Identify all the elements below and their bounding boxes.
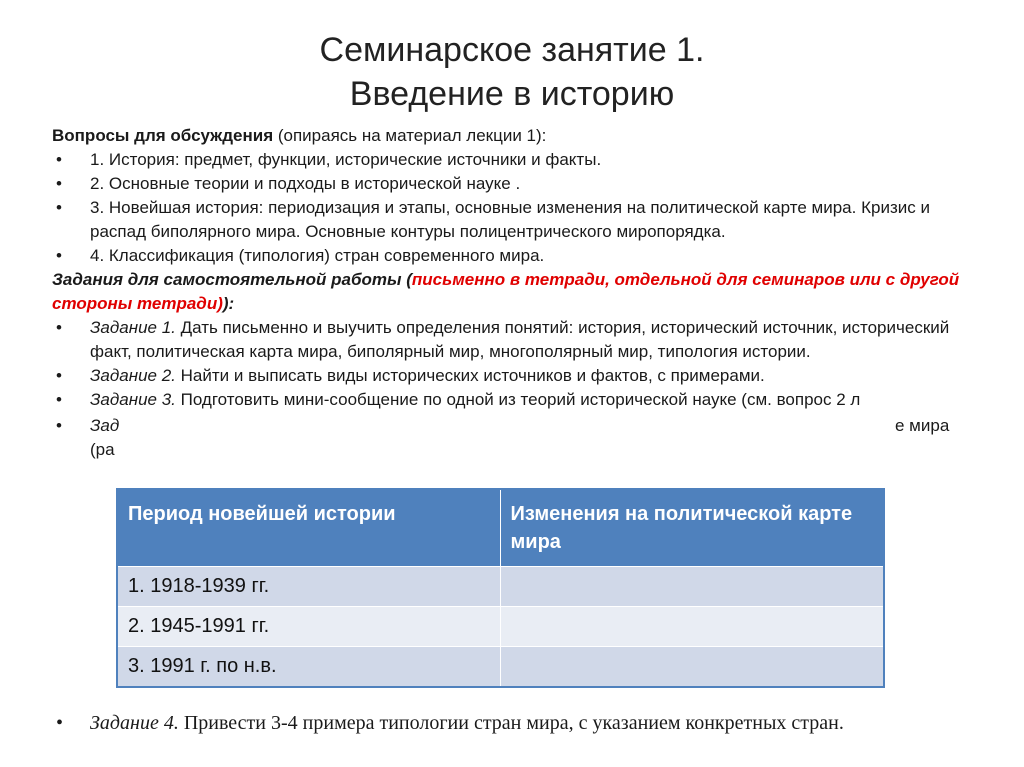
table-row (117, 607, 884, 647)
task-item-partial (52, 414, 982, 438)
task-label: Задание 2. (90, 366, 176, 385)
tasks-heading-end: ): (222, 294, 235, 313)
task-item-1 (52, 316, 982, 364)
task-text-right: е мира (895, 416, 950, 435)
title-line-1: Семинарское занятие 1. (319, 31, 705, 69)
task-text: Привести 3-4 примера типологии стран мира, с указанием конкретных стран. (178, 712, 844, 734)
task-label: Задание 1. (90, 318, 176, 337)
bullet-icon: • (56, 198, 62, 217)
title-line-2: Введение в историю (349, 75, 675, 113)
bullet-icon: • (56, 174, 62, 193)
history-periods-table (116, 488, 885, 688)
table-row (117, 567, 884, 607)
tasks-heading-red: письменно в тетради, отдельной для семинаров или с другой стороны тетради) (52, 270, 960, 313)
questions-heading-bold: Вопросы для обсуждения (52, 126, 274, 145)
task-label: Зад (90, 416, 120, 435)
table-header-period: Период новейшей истории (117, 489, 500, 567)
questions-heading (52, 124, 982, 148)
tasks-heading (52, 268, 982, 316)
table-cell-changes[interactable] (500, 607, 884, 647)
question-text-cont: Кризис и распад биполярного мира. Основные контуры полицентрического миропорядка. (90, 198, 930, 241)
bullet-icon: • (56, 416, 62, 435)
table-row (117, 647, 884, 688)
bullet-icon: • (56, 318, 62, 337)
task-text: Найти и выписать виды исторических источников и фактов, с примерами. (175, 366, 765, 385)
bullet-icon: • (56, 366, 62, 385)
question-item-3 (52, 196, 982, 244)
task-item-partial-cont (52, 438, 982, 462)
task-item-2 (52, 364, 982, 388)
table-cell-period: 3. 1991 г. по н.в. (117, 647, 500, 688)
task-item-4 (52, 710, 982, 736)
bullet-icon: • (56, 150, 62, 169)
tasks-heading-black: Задания для самостоятельной работы ( (52, 270, 412, 289)
slide-body (52, 124, 982, 462)
question-item-4 (52, 244, 982, 268)
task-text: Дать письменно и выучить определения понятий: история, исторический источник, исторический факт, политическая карта мира, биполярный мир, многополярный мир, типология истории. (90, 318, 950, 361)
table-cell-period: 2. 1945-1991 гг. (117, 607, 500, 647)
bullet-icon: • (56, 712, 64, 734)
task-text: Подготовить мини-сообщение по одной из теорий исторической науке (см. вопрос 2 л (175, 390, 861, 409)
question-text: 2. Основные теории и подходы в исторической науке . (90, 174, 521, 193)
table-header-row (117, 489, 884, 567)
questions-heading-rest: (опираясь на материал лекции 1): (273, 126, 547, 145)
question-text: 3. Новейшая история: периодизация и этапы, основные изменения на политической карте мира. (90, 198, 857, 217)
slide-title (0, 28, 1024, 116)
task-item-3 (52, 388, 982, 412)
bullet-icon: • (56, 390, 62, 409)
question-text: 4. Классификация (типология) стран современного мира. (90, 246, 545, 265)
task-label: Задание 4. (90, 712, 179, 734)
question-item-1 (52, 148, 982, 172)
table-cell-changes[interactable] (500, 567, 884, 607)
table-cell-changes[interactable] (500, 647, 884, 688)
task-label: Задание 3. (90, 390, 176, 409)
task-text-cont: (ра (90, 440, 115, 459)
question-item-2 (52, 172, 982, 196)
table-cell-period: 1. 1918-1939 гг. (117, 567, 500, 607)
table-header-changes: Изменения на политической карте мира (500, 489, 884, 567)
question-text: 1. История: предмет, функции, исторические источники и факты. (90, 150, 602, 169)
bullet-icon: • (56, 246, 62, 265)
